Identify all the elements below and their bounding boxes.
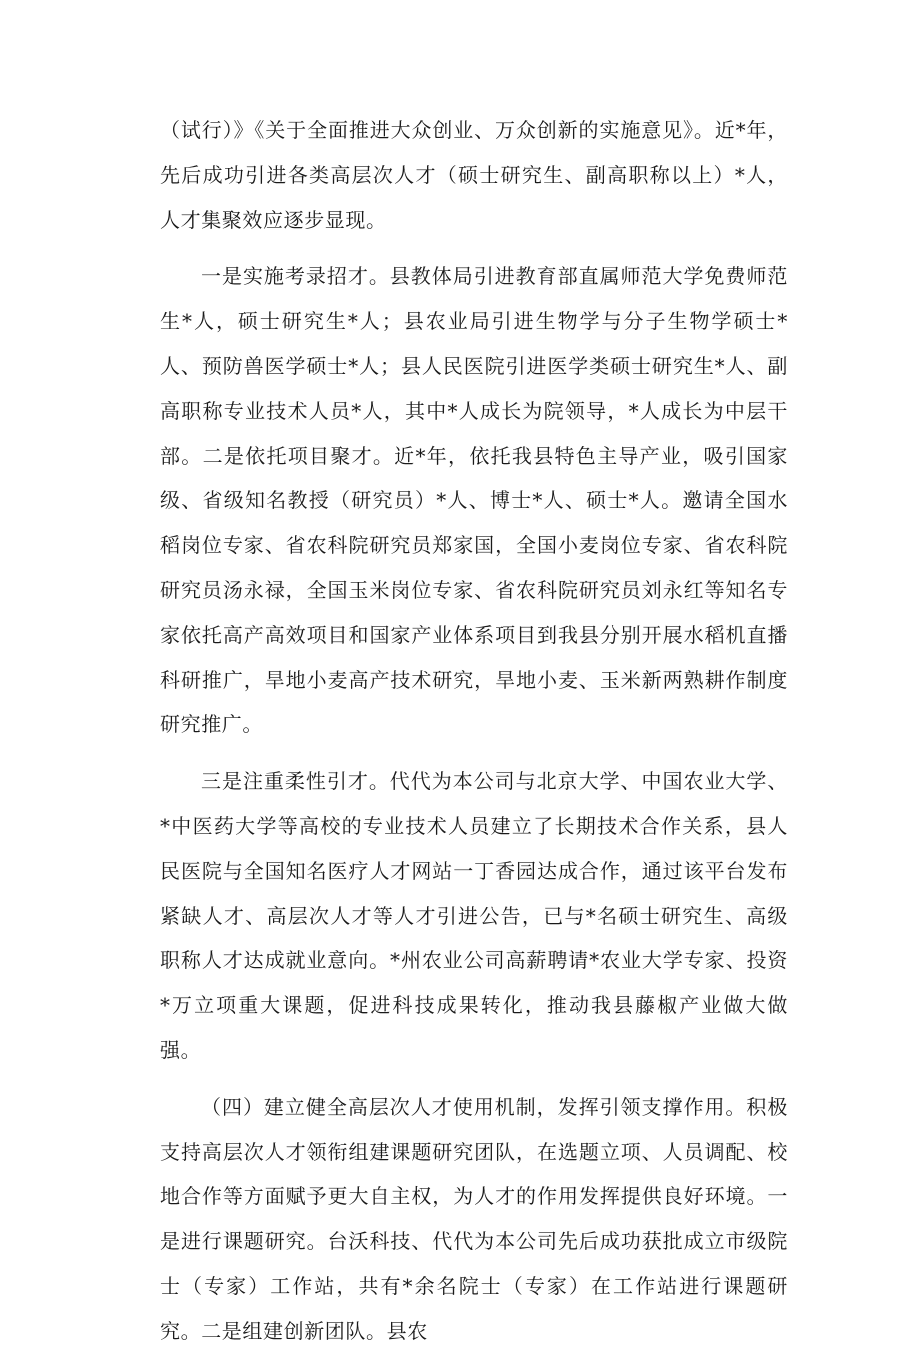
paragraph-1: （试行）》《关于全面推进大众创业、万众创新的实施意见》。近*年，先后成功引进各类高层次人才（硕士研究生、副高职称以上）*人，人才集聚效应逐步显现。 bbox=[160, 118, 788, 232]
paragraph-2: 一是实施考录招才。县教体局引进教育部直属师范大学免费师范生*人，硕士研究生*人；县农业局引进生物学与分子生物学硕士*人、预防兽医学硕士*人；县人民医院引进医学类硕士研究生*人、副高职称专业技术人员*人，其中*人成长为院领导，*人成长为中层干部。二是依托项目聚才。近*年，依托我县特色主导产业，吸引国家级、省级知名教授（研究员）*人、博士*人、硕士*人。邀请全国水稻岗位专家、省农科院研究员郑家国，全国小麦岗位专家、省农科院研究员汤永禄，全国玉米岗位专家、省农科院研究员刘永红等知名专家依托高产高效项目和国家产业体系项目到我县分别开展水稻机直播科研推广，旱地小麦高产技术研究，旱地小麦、玉米新两熟耕作制度研究推广。 bbox=[160, 264, 788, 737]
document-body bbox=[160, 108, 788, 1366]
paragraph-4: （四）建立健全高层次人才使用机制，发挥引领支撑作用。积极支持高层次人才领衔组建课题研究团队，在选题立项、人员调配、校地合作等方面赋予更大自主权，为人才的作用发挥提供良好环境。一是进行课题研究。台沃科技、代代为本公司先后成功获批成立市级院士（专家）工作站，共有*余名院士（专家）在工作站进行课题研究。二是组建创新团队。县农 bbox=[160, 1094, 788, 1343]
paragraph-3: 三是注重柔性引才。代代为本公司与北京大学、中国农业大学、*中医药大学等高校的专业技术人员建立了长期技术合作关系，县人民医院与全国知名医疗人才网站一丁香园达成合作，通过该平台发布紧缺人才、高层次人才等人才引进公告，已与*名硕士研究生、高级职称人才达成就业意向。*州农业公司高薪聘请*农业大学专家、投资*万立项重大课题，促进科技成果转化，推动我县藤椒产业做大做强。 bbox=[160, 769, 788, 1062]
